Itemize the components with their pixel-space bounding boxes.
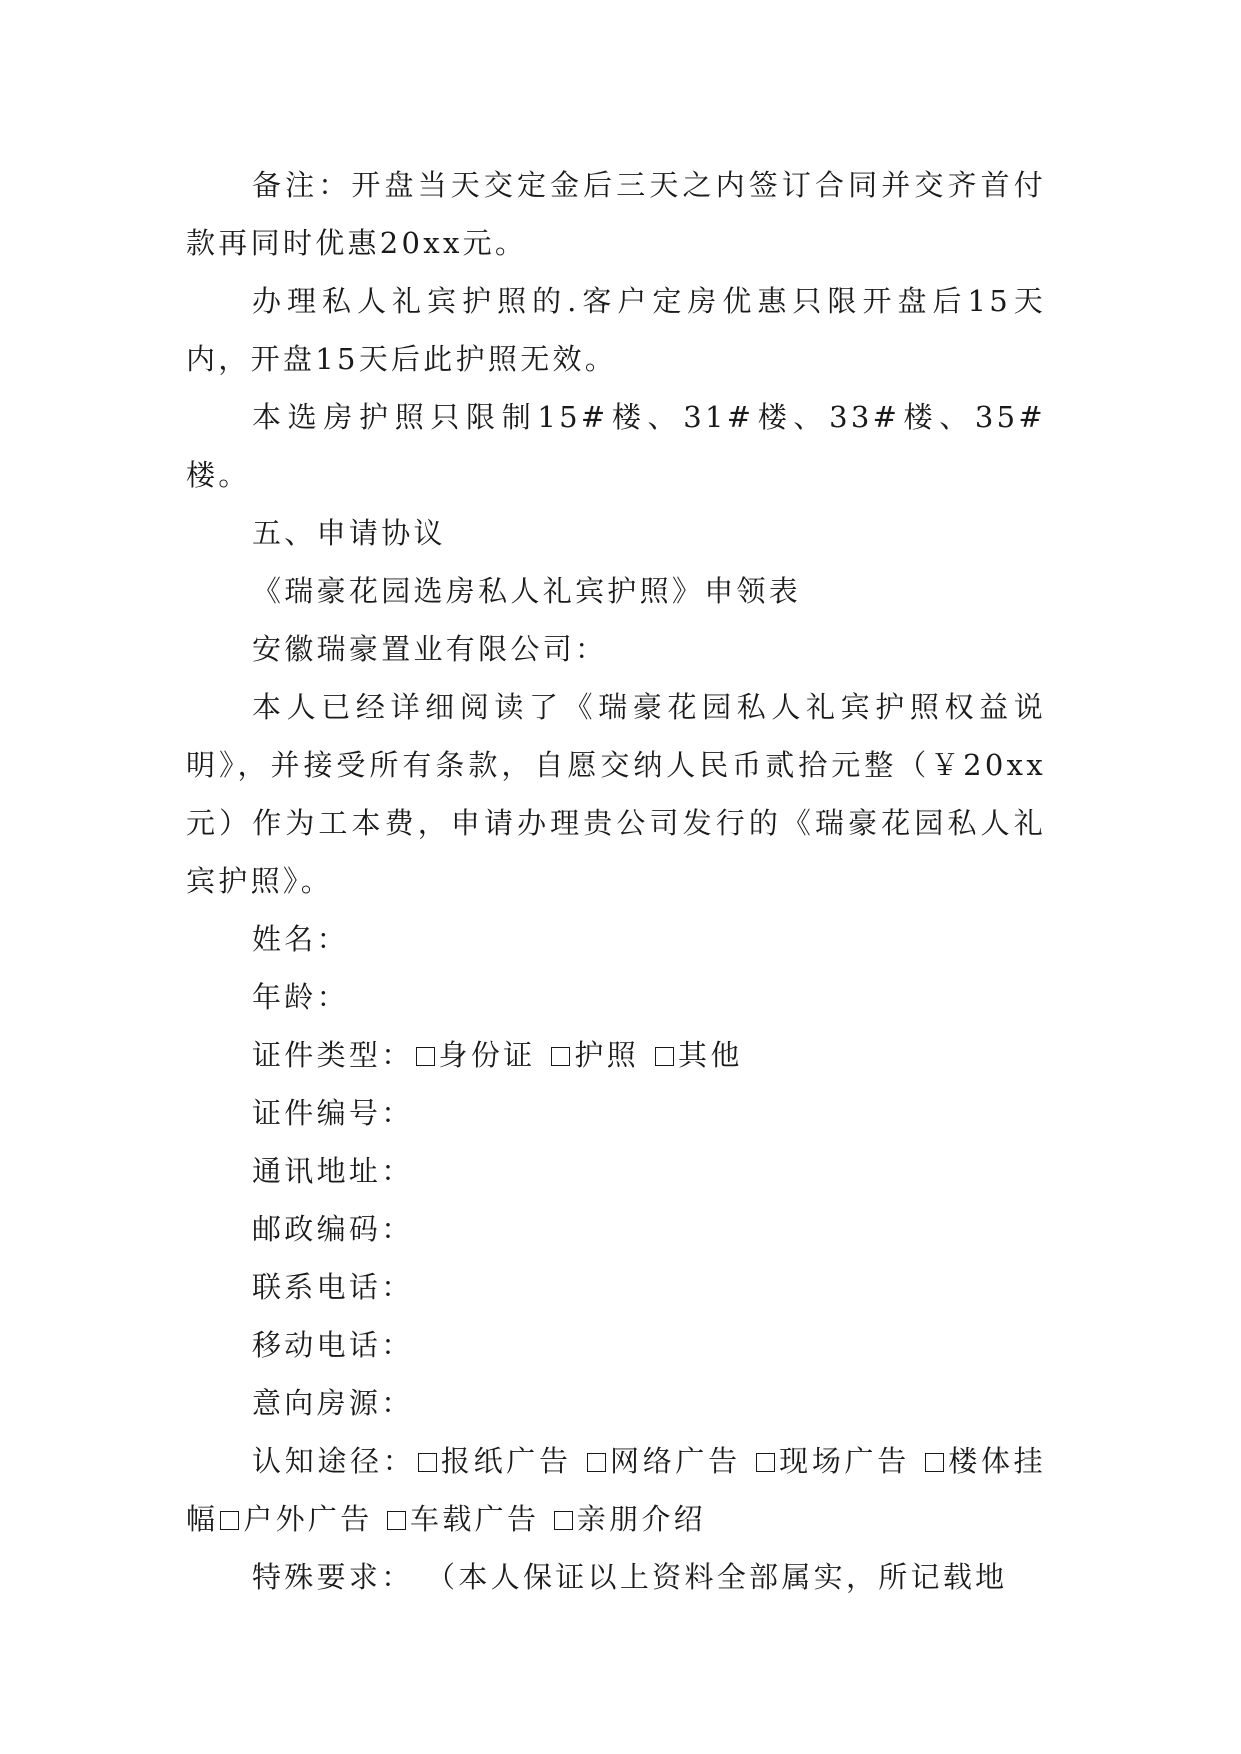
section-heading: 五、申请协议 <box>252 516 446 550</box>
id-type-row <box>186 1026 1046 1084</box>
checkbox-icon[interactable] <box>387 1511 406 1530</box>
checkbox-icon[interactable] <box>756 1453 775 1472</box>
source-option-internet: 网络广告 <box>609 1444 741 1478</box>
source-option-outdoor: 户外广告 <box>243 1502 373 1536</box>
source-option-onsite: 现场广告 <box>778 1444 910 1478</box>
id-number-field-label: 证件编号： <box>252 1096 414 1130</box>
source-option-newspaper: 报纸广告 <box>440 1444 572 1478</box>
id-type-option-id-card[interactable] <box>414 1038 536 1072</box>
checkbox-icon[interactable] <box>220 1511 239 1530</box>
name-field-label: 姓名： <box>252 922 349 956</box>
source-row <box>186 1432 1046 1548</box>
checkbox-icon[interactable] <box>925 1453 944 1472</box>
checkbox-icon[interactable] <box>551 1047 570 1066</box>
option-label: 其他 <box>678 1038 743 1072</box>
address-field-label: 通讯地址： <box>252 1154 414 1188</box>
guarantee-text: （本人保证以上资料全部属实，所记载地 <box>426 1560 1008 1594</box>
form-title: 《瑞豪花园选房私人礼宾护照》申领表 <box>252 574 802 608</box>
remark-paragraph: 备注：开盘当天交定金后三天之内签订合同并交齐首付款再同时优惠20xx元。 <box>186 168 1046 260</box>
special-request-row <box>186 1548 1046 1606</box>
postcode-field-label: 邮政编码： <box>252 1212 414 1246</box>
id-type-option-other[interactable] <box>653 1038 743 1072</box>
id-type-label: 证件类型： <box>252 1038 414 1072</box>
checkbox-icon[interactable] <box>554 1511 573 1530</box>
id-type-option-passport[interactable] <box>549 1038 639 1072</box>
intended-unit-field-label: 意向房源： <box>252 1386 414 1420</box>
option-label: 身份证 <box>438 1038 536 1072</box>
checkbox-icon[interactable] <box>418 1453 437 1472</box>
phone-field-label: 联系电话： <box>252 1270 414 1304</box>
source-label: 认知途径： <box>252 1444 416 1478</box>
source-option-building-banner: 楼体挂幅 <box>186 1444 1046 1536</box>
checkbox-icon[interactable] <box>587 1453 606 1472</box>
source-option-friends: 亲朋介绍 <box>576 1502 706 1536</box>
source-option-vehicle: 车载广告 <box>410 1502 540 1536</box>
addressee-line: 安徽瑞豪置业有限公司： <box>252 632 608 666</box>
age-field-label: 年龄： <box>252 980 349 1014</box>
private-passport-note: 办理私人礼宾护照的.客户定房优惠只限开盘后15天内，开盘15天后此护照无效。 <box>186 284 1046 376</box>
checkbox-icon[interactable] <box>416 1047 435 1066</box>
special-request-label: 特殊要求： <box>252 1560 414 1594</box>
mobile-field-label: 移动电话： <box>252 1328 414 1362</box>
document-body <box>186 156 1046 1606</box>
declaration-paragraph: 本人已经详细阅读了《瑞豪花园私人礼宾护照权益说明》，并接受所有条款，自愿交纳人民币贰拾元整（￥20xx元）作为工本费，申请办理贵公司发行的《瑞豪花园私人礼宾护照》。 <box>186 690 1046 898</box>
checkbox-icon[interactable] <box>655 1047 674 1066</box>
option-label: 护照 <box>574 1038 640 1072</box>
building-limit-paragraph: 本选房护照只限制15#楼、31#楼、33#楼、35#楼。 <box>186 400 1046 492</box>
